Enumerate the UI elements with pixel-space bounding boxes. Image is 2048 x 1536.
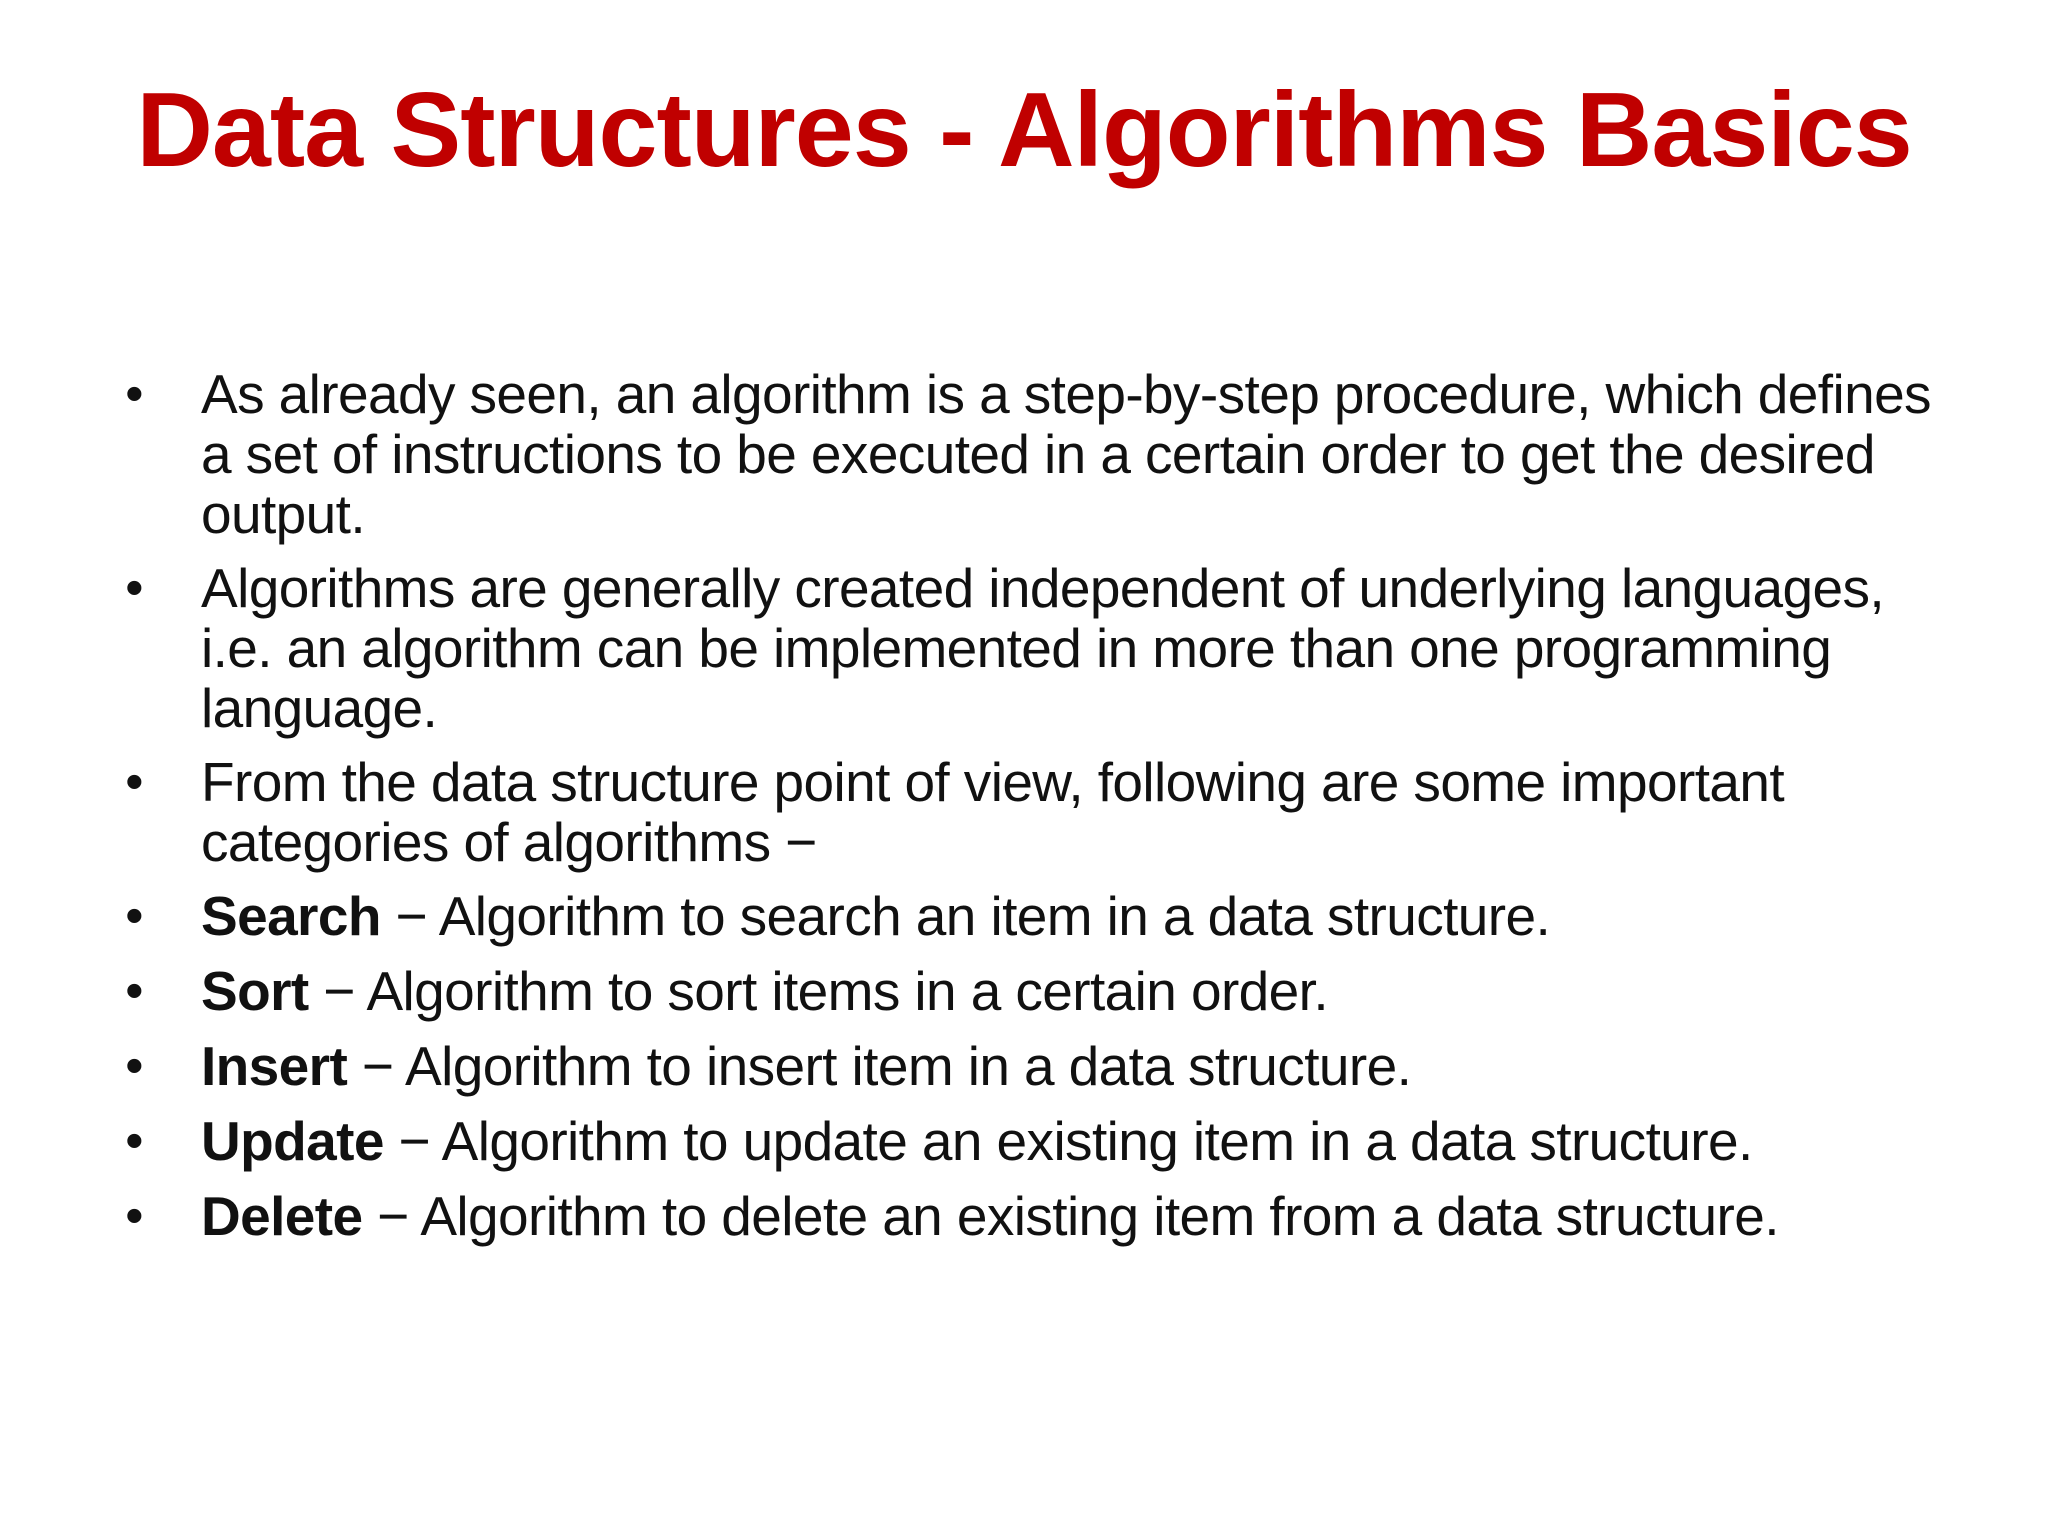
bullet-term: Delete (201, 1185, 363, 1247)
bullet-list (117, 364, 1947, 1261)
bullet-dot-icon: • (125, 1037, 143, 1095)
bullet-dot-icon: • (125, 559, 143, 617)
bullet-dot-icon: • (125, 1112, 143, 1170)
bullet-text: − Algorithm to sort items in a certain order. (308, 960, 1328, 1022)
slide-title: Data Structures - Algorithms Basics (136, 71, 1912, 189)
bullet-dot-icon: • (125, 962, 143, 1020)
bullet-item-delete (117, 1186, 1947, 1246)
bullet-item-search (117, 886, 1947, 946)
bullet-item-categories-intro (117, 752, 1947, 872)
bullet-dot-icon: • (125, 1187, 143, 1245)
bullet-item-language-independence (117, 558, 1947, 738)
bullet-text: Algorithms are generally created independent of underlying languages, i.e. an algorithm can be implemented in more than one programming language. (201, 557, 1885, 739)
bullet-dot-icon: • (125, 753, 143, 811)
bullet-text: − Algorithm to search an item in a data structure. (380, 885, 1551, 947)
bullet-text: As already seen, an algorithm is a step-by-step procedure, which defines a set of instructions to be executed in a certain order to get the desired output. (201, 363, 1931, 545)
bullet-text: − Algorithm to update an existing item in a data structure. (383, 1110, 1753, 1172)
bullet-term: Search (201, 885, 381, 947)
bullet-term: Insert (201, 1035, 348, 1097)
bullet-text: − Algorithm to delete an existing item from a data structure. (362, 1185, 1779, 1247)
bullet-item-update (117, 1111, 1947, 1171)
bullet-term: Update (201, 1110, 384, 1172)
bullet-term: Sort (201, 960, 309, 1022)
bullet-text: − Algorithm to insert item in a data structure. (347, 1035, 1412, 1097)
bullet-item-insert (117, 1036, 1947, 1096)
bullet-item-sort (117, 961, 1947, 1021)
bullet-text: From the data structure point of view, following are some important categories of algorithms − (201, 751, 1785, 873)
bullet-dot-icon: • (125, 365, 143, 423)
bullet-item-algorithm-definition (117, 364, 1947, 544)
bullet-dot-icon: • (125, 887, 143, 945)
